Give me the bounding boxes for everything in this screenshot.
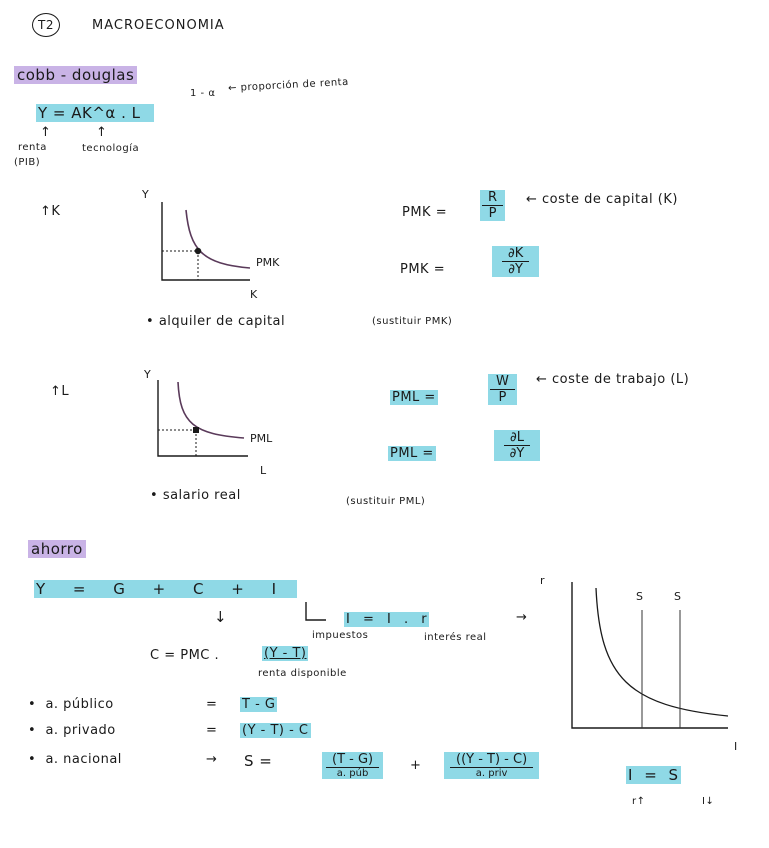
cobb-douglas-formula: Y = AK^α . L [36,104,154,122]
capital-bullet-note: (sustituir PMK) [372,316,453,327]
down-arrow: ↓ [214,608,228,626]
pmk-eq2-fraction [492,246,539,277]
ahorro-item-publico-value: T - G [242,697,276,712]
labor-bullet: • salario real [150,488,241,503]
pml-graph-y-axis: Y [144,368,151,381]
labor-label: ↑L [50,384,70,399]
exponent-note: ← proporción de renta [227,76,350,95]
pml-graph-x-axis: L [260,464,267,477]
pmk-graph-x-axis: K [250,288,258,301]
pmk-eq1-note: ← coste de capital (K) [526,192,678,207]
capital-bullet: • alquiler de capital [146,314,286,329]
savings-label-2: S [674,590,681,603]
pml-point [193,427,199,433]
pml-eq2-lhs: PML = [390,446,434,461]
pmk-point [195,248,201,254]
ahorro-item-publico-label: a. público [45,697,114,712]
tecnologia-label: tecnología [82,143,140,154]
pml-graph [140,368,273,488]
interes-real-label: interés real [424,632,487,643]
right-arrow: → [516,610,528,625]
pmk-graph [140,188,280,308]
pml-eq2-fraction [494,430,540,461]
pmk-eq1-num: R [482,190,503,206]
r-up-label: r↑ [632,796,646,807]
savings-investment-graph [540,570,740,755]
pmk-eq1-den: P [488,206,497,221]
ahorro-item-publico-sep: = [206,697,218,712]
pml-eq2-den: ∂Y [509,446,525,461]
si-graph-x-axis: I [734,740,738,753]
investment-bracket [296,600,336,630]
i-down-label: I↓ [702,796,715,807]
pmk-curve-label: PMK [256,256,280,269]
pml-eq1-den: P [498,390,507,405]
ahorro-item-privado-sep: = [206,723,218,738]
capital-label: ↑K [40,204,61,219]
pmk-eq2-lhs: PMK = [400,262,446,277]
nacional-S: S = [244,752,273,770]
nacional-den-1: a. púb [336,768,369,779]
nacional-plus: + [410,758,422,773]
pml-eq1-num: W [490,374,515,390]
exponent-label: 1 - α [190,88,216,99]
ahorro-equation: Y = G + C + I [34,580,297,598]
pmk-eq2-num: ∂K [502,246,529,262]
nacional-num-2: ((Y - T) - C) [450,752,533,768]
pmk-curve [186,210,250,268]
pib-label: (PIB) [14,157,41,168]
investment-curve [596,588,728,716]
pml-eq1-lhs: PML = [392,390,436,405]
pmk-eq1-fraction [480,190,505,221]
nacional-num-1: (T - G) [326,752,379,768]
investment-equation: I = I . r [346,612,428,627]
savings-label-1: S [636,590,643,603]
ahorro-item-nacional-label: a. nacional [45,752,122,767]
identity-i-equals-s: I = S [628,766,679,784]
pml-curve-label: PML [250,432,273,445]
arrow-up-renta: ↑ [40,125,52,140]
consumption-lhs: C = PMC . [150,648,220,663]
capital-bullet-text: alquiler de capital [158,314,286,329]
labor-bullet-note: (sustituir PML) [346,496,426,507]
pmk-eq2-den: ∂Y [508,262,523,277]
pmk-graph-y-axis: Y [142,188,149,201]
pmk-eq1-lhs: PMK = [402,205,448,220]
nacional-fraction-1 [322,752,383,779]
ahorro-item-privado-value: (Y - T) - C [242,723,309,738]
ahorro-item-publico: • a. público [28,697,114,712]
renta-label: renta [18,142,47,153]
nacional-arrow: → [206,752,218,767]
pml-eq2-num: ∂L [504,430,530,446]
section-title-cobb-douglas: cobb - douglas [14,66,137,84]
impuestos-label: impuestos [312,630,369,641]
page-title: MACROECONOMIA [92,18,225,33]
arrow-up-tecnologia: ↑ [96,125,108,140]
si-graph-y-axis: r [540,574,545,587]
section-title-ahorro: ahorro [28,540,86,558]
ahorro-item-nacional: • a. nacional [28,752,122,767]
consumption-term: (Y - T) [264,646,307,661]
pml-eq1-fraction [488,374,517,405]
labor-bullet-text: salario real [162,488,241,503]
topic-badge: T2 [32,13,60,37]
nacional-den-2: a. priv [475,768,508,779]
pml-eq1-note: ← coste de trabajo (L) [536,372,690,387]
ahorro-item-privado-label: a. privado [45,723,116,738]
renta-disponible-label: renta disponible [258,668,347,679]
ahorro-item-privado: • a. privado [28,723,116,738]
nacional-fraction-2 [444,752,539,779]
